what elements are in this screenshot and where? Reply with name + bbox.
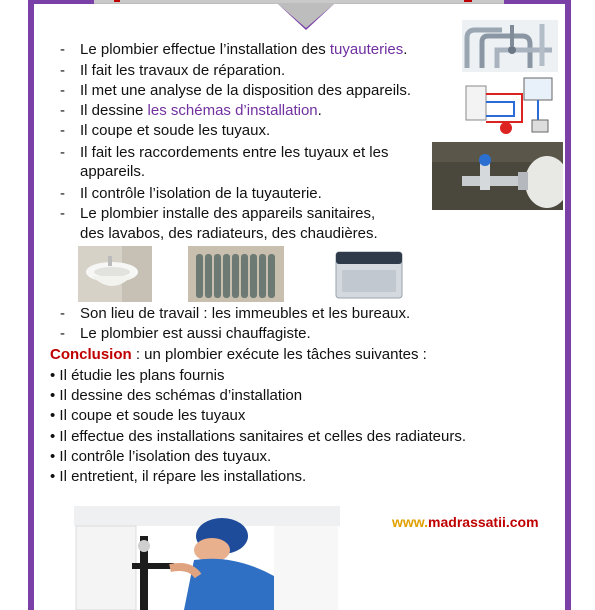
task-text: des lavabos, des radiateurs, des chaudières. bbox=[80, 225, 378, 242]
valve-photo bbox=[432, 142, 563, 210]
boiler-photo bbox=[332, 246, 406, 302]
website-watermark: www.madrassatii.com bbox=[392, 514, 539, 530]
list-item: • Il effectue des installations sanitaires et celles des radiateurs. bbox=[50, 428, 467, 445]
conclusion-title: Conclusion bbox=[50, 346, 132, 363]
conclusion-intro: : un plombier exécute les tâches suivantes : bbox=[131, 346, 427, 363]
conclusion-heading bbox=[50, 345, 427, 365]
plumber-icon bbox=[74, 506, 340, 610]
diagram-icon bbox=[462, 72, 558, 138]
task-text: Il met une analyse de la disposition des appareils. bbox=[80, 82, 412, 99]
plumber-photo bbox=[74, 506, 340, 610]
list-item: • Il étudie les plans fournis bbox=[50, 367, 225, 384]
task-text: Son lieu de travail : les immeubles et les bureaux. bbox=[80, 305, 411, 322]
task-text: appareils. bbox=[80, 163, 146, 180]
task-text: Il fait les raccordements entre les tuyaux et les bbox=[80, 144, 389, 161]
pipes-photo bbox=[462, 20, 558, 72]
task-text: Le plombier effectue l’installation des bbox=[80, 41, 330, 58]
pipes-icon bbox=[462, 20, 558, 72]
radiator-photo bbox=[188, 246, 284, 302]
page-border-left bbox=[28, 0, 34, 610]
task-text: Il fait les travaux de réparation. bbox=[80, 62, 286, 79]
task-highlight: les schémas d’installation bbox=[147, 102, 318, 119]
list-item: • Il dessine des schémas d’installation bbox=[50, 387, 303, 404]
task-text: Il coupe et soude les tuyaux. bbox=[80, 122, 271, 139]
task-highlight: tuyauteries bbox=[329, 41, 404, 58]
task-text: Le plombier installe des appareils sanitaires, bbox=[80, 205, 376, 222]
heating-diagram bbox=[462, 72, 558, 138]
boiler-icon bbox=[332, 246, 406, 302]
list-item: • Il coupe et soude les tuyaux bbox=[50, 407, 246, 424]
sink-icon bbox=[78, 246, 152, 302]
radiator-icon bbox=[188, 246, 284, 302]
task-text: Il dessine bbox=[80, 102, 148, 119]
dash: - bbox=[60, 41, 65, 58]
list-item: • Il contrôle l’isolation des tuyaux. bbox=[50, 448, 272, 465]
sink-photo bbox=[78, 246, 152, 302]
task-text: Il contrôle l’isolation de la tuyauterie. bbox=[80, 185, 322, 202]
list-item: • Il entretient, il répare les installations. bbox=[50, 468, 307, 485]
task-text: Le plombier est aussi chauffagiste. bbox=[80, 325, 311, 342]
valve-icon bbox=[432, 142, 563, 210]
page-border-right bbox=[565, 0, 571, 610]
